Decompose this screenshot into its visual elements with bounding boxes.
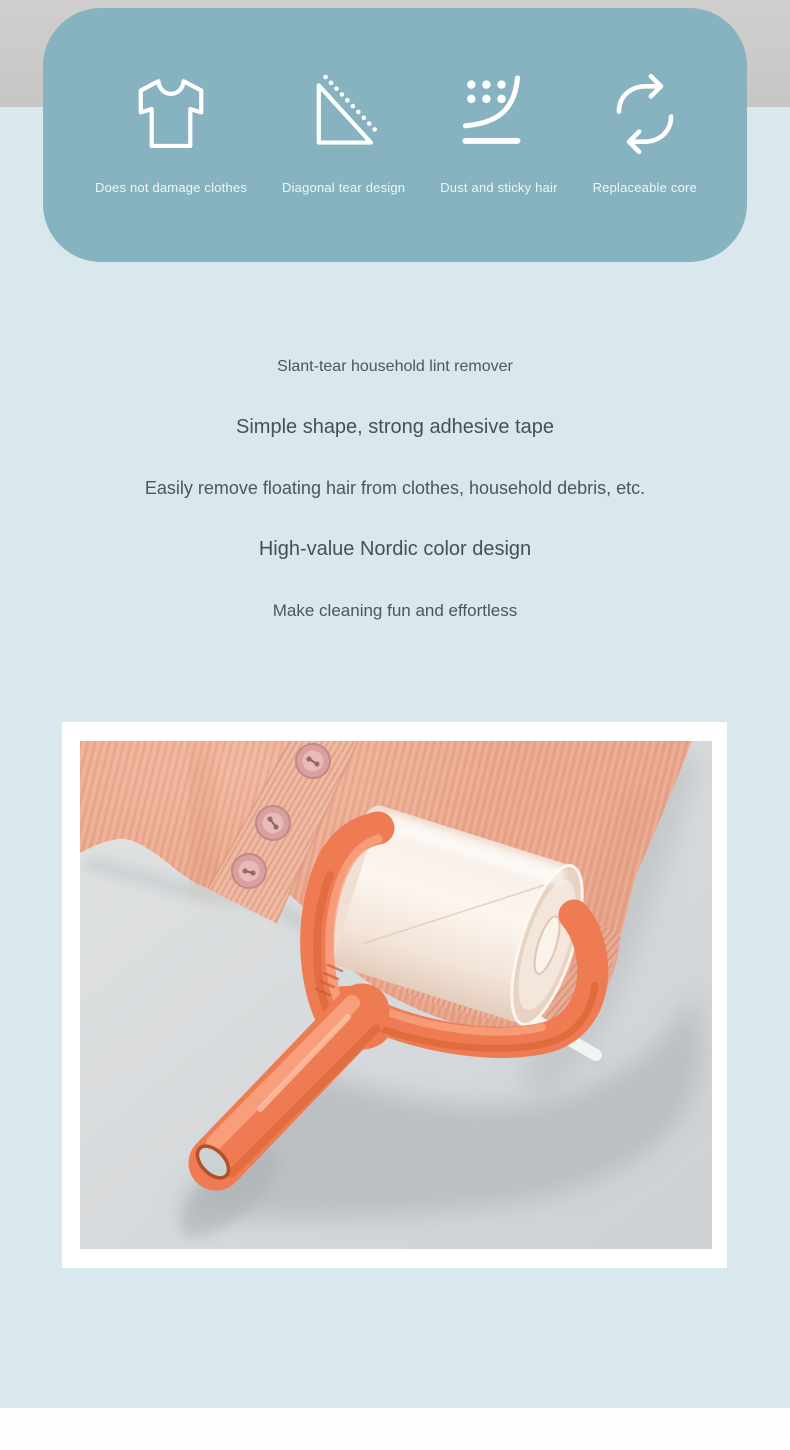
feature-replaceable-core bbox=[593, 72, 697, 262]
description-line: Make cleaning fun and effortless bbox=[272, 601, 518, 620]
feature-diagonal-tear bbox=[282, 72, 405, 262]
description-line: Slant-tear household lint remover bbox=[277, 358, 513, 375]
feature-no-damage bbox=[95, 72, 247, 262]
lint-roller-photo bbox=[80, 741, 712, 1249]
bottom-white-strip bbox=[0, 1408, 790, 1450]
description-line: High-value Nordic color design bbox=[258, 538, 532, 560]
product-description bbox=[0, 336, 790, 641]
feature-label: Diagonal tear design bbox=[281, 180, 406, 195]
feature-label: Dust and sticky hair bbox=[440, 180, 558, 195]
replaceable-core-icon bbox=[603, 72, 687, 156]
description-line: Simple shape, strong adhesive tape bbox=[236, 416, 554, 438]
dust-sticky-hair-icon bbox=[457, 72, 541, 156]
feature-label: Does not damage clothes bbox=[95, 180, 248, 195]
diagonal-tear-icon bbox=[302, 72, 386, 156]
description-line: Easily remove floating hair from clothes, household debris, etc. bbox=[144, 478, 646, 498]
tshirt-icon bbox=[129, 72, 213, 156]
product-photo bbox=[80, 741, 712, 1249]
feature-card bbox=[43, 8, 747, 262]
feature-dust-hair bbox=[440, 72, 557, 262]
feature-label: Replaceable core bbox=[592, 180, 697, 195]
photo-frame bbox=[62, 722, 727, 1268]
